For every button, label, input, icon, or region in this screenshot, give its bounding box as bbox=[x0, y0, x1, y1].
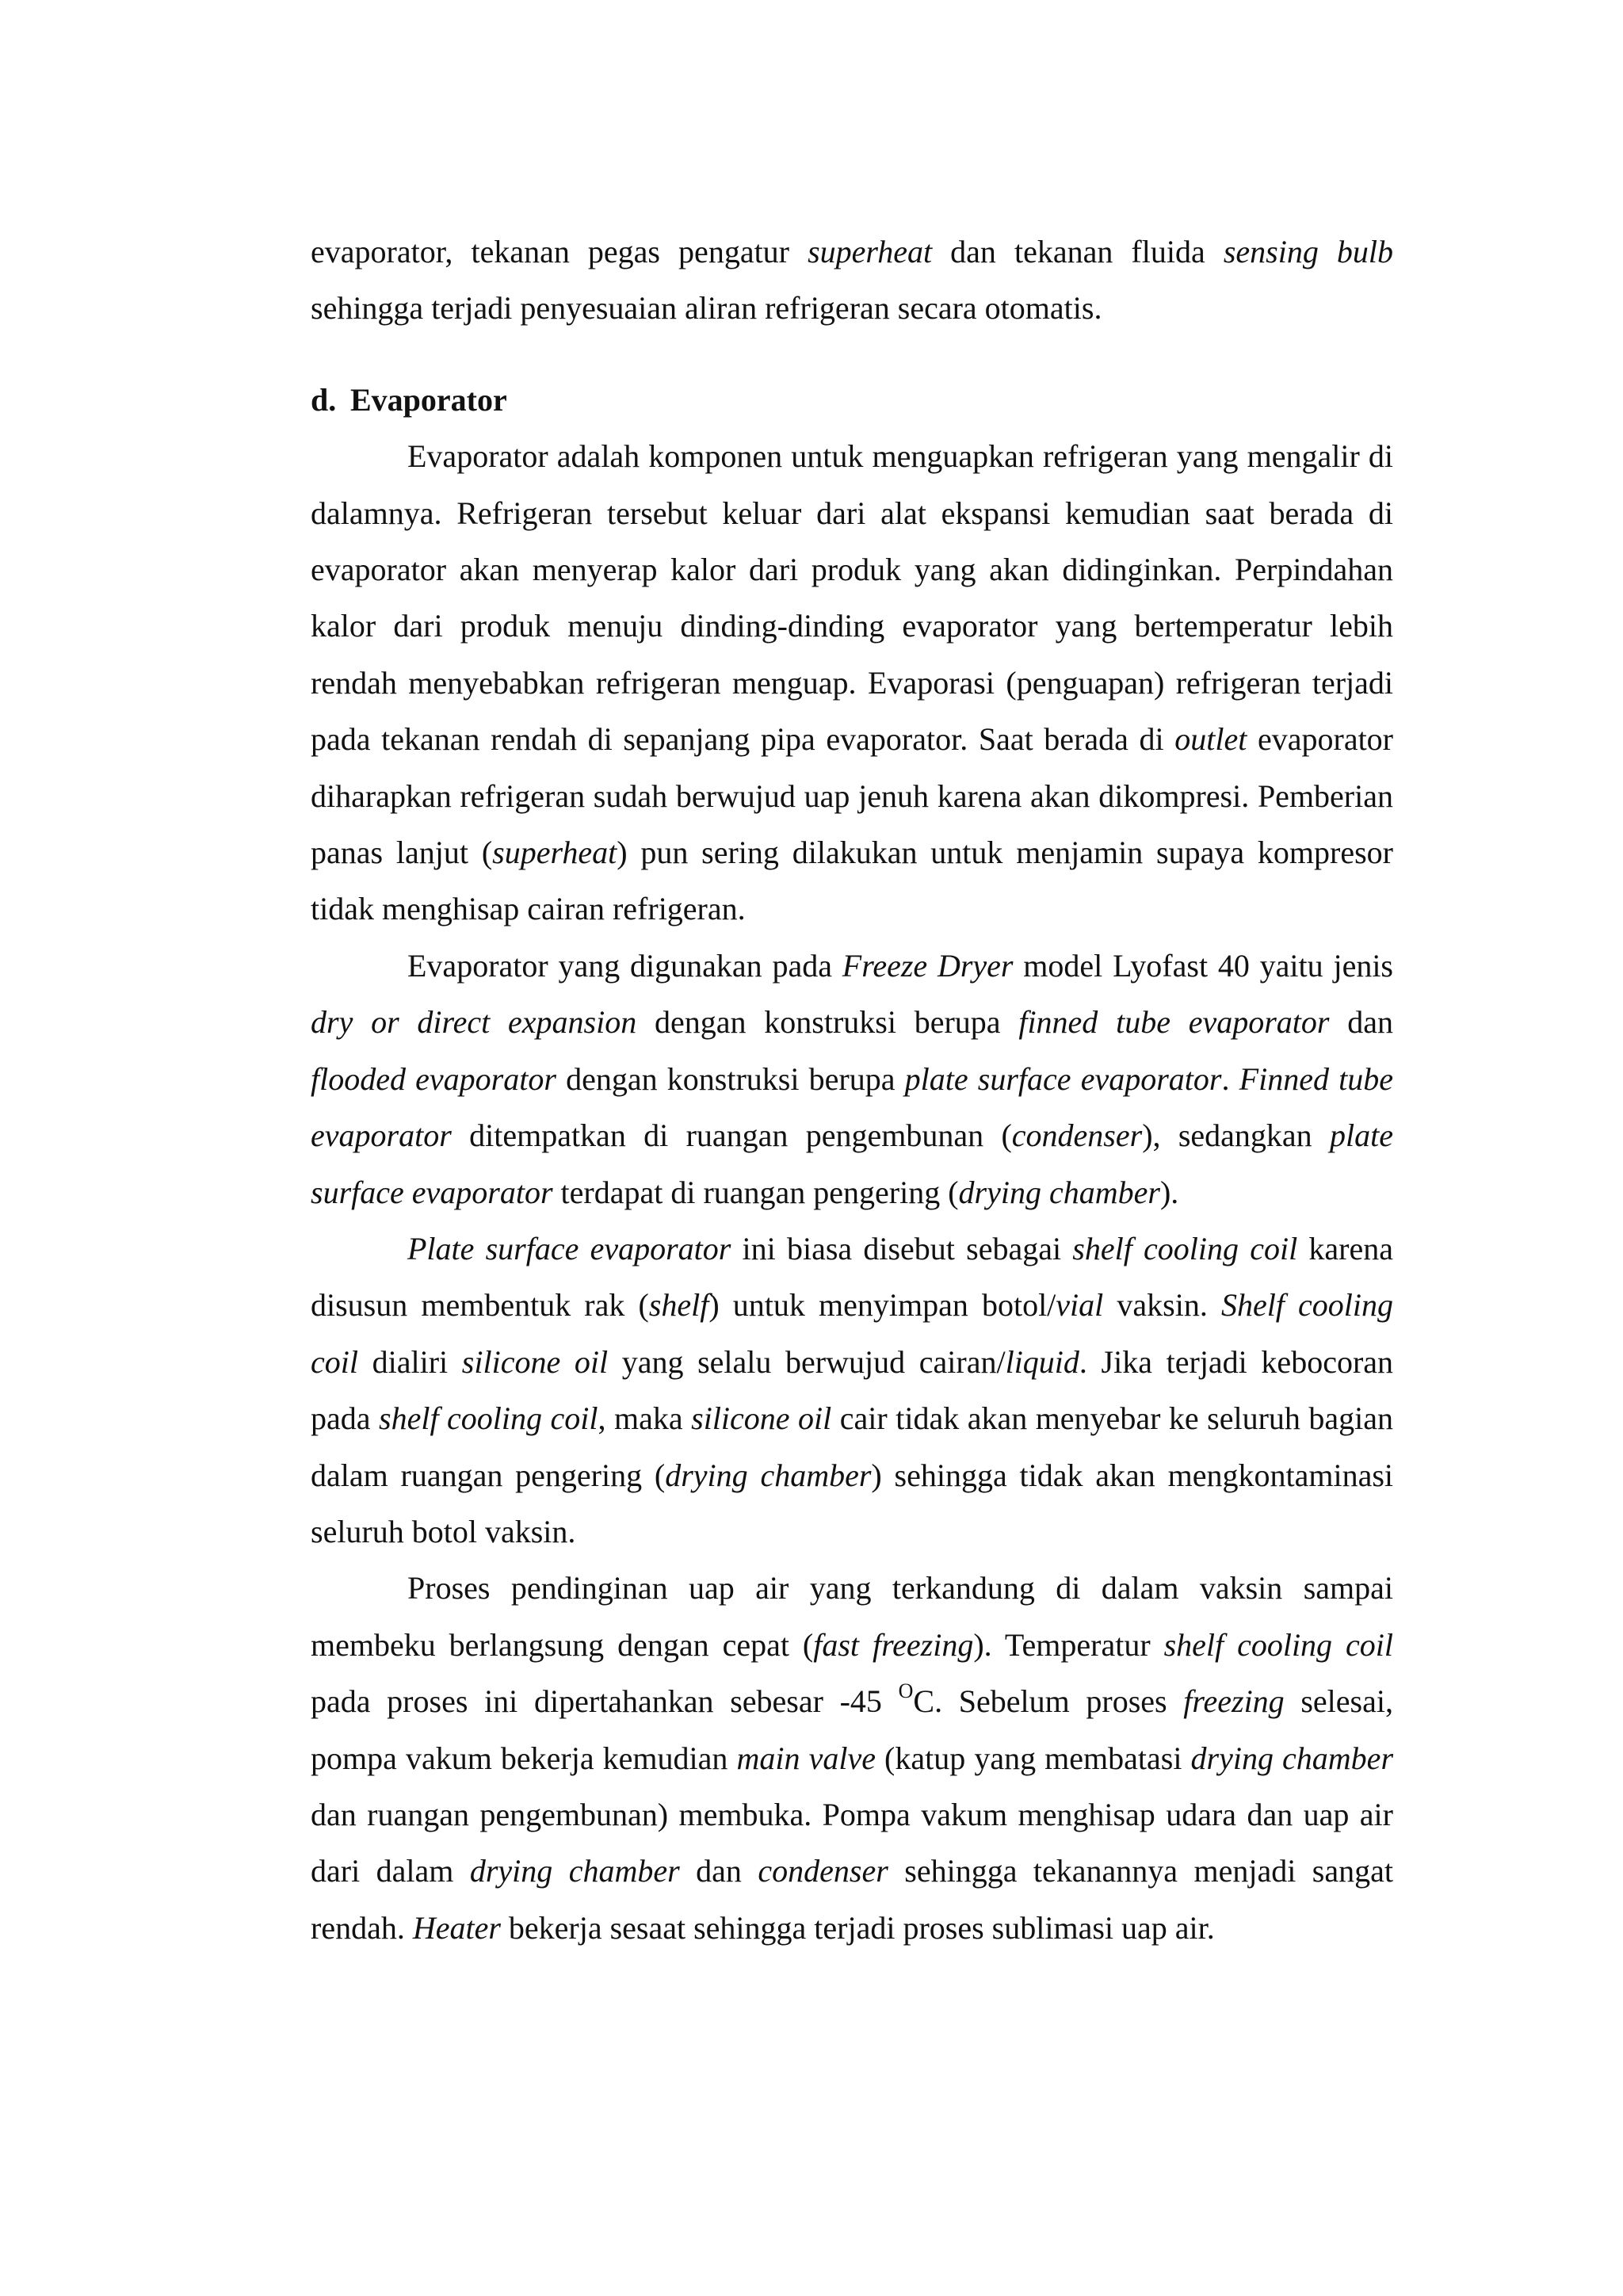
italic-term: sensing bulb bbox=[1223, 234, 1393, 269]
text-run: dan tekanan fluida bbox=[932, 234, 1224, 269]
text-run: , maka bbox=[598, 1400, 692, 1437]
italic-term: shelf cooling coil bbox=[1072, 1230, 1298, 1266]
text-run: bekerja sesaat sehingga terjadi proses sublimasi uap air. bbox=[500, 1909, 1215, 1946]
text-run: dan bbox=[679, 1853, 758, 1889]
italic-term: shelf bbox=[648, 1287, 709, 1324]
italic-term: superheat bbox=[808, 234, 933, 269]
italic-term: silicone oil bbox=[691, 1400, 832, 1437]
italic-term: drying chamber bbox=[665, 1457, 872, 1493]
text-run: ). bbox=[1159, 1174, 1179, 1210]
paragraph-4 bbox=[311, 1560, 1393, 1956]
text-run: ini biasa disebut sebagai bbox=[731, 1230, 1073, 1266]
text-run: ) untuk menyimpan botol/ bbox=[708, 1287, 1056, 1324]
text-run: dan ruangan pengembunan) membuka. Pompa vakum menghisap udara dan uap air dari dalam bbox=[311, 1796, 1393, 1889]
italic-term: Freeze Dryer bbox=[842, 947, 1014, 984]
italic-term: Heater bbox=[412, 1909, 501, 1946]
text-run: sehingga tekanannya menjadi sangat rendah. bbox=[311, 1853, 1393, 1946]
italic-term: outlet bbox=[1174, 721, 1247, 758]
paragraph-2 bbox=[311, 938, 1393, 1221]
paragraph-1 bbox=[311, 428, 1393, 938]
italic-term: fast freezing bbox=[813, 1626, 974, 1663]
text-run: karena disusun membentuk rak ( bbox=[311, 1230, 1393, 1324]
italic-term: main valve bbox=[736, 1740, 876, 1776]
text-run: selesai, pompa vakum bekerja kemudian bbox=[311, 1683, 1393, 1776]
italic-term: condenser bbox=[1011, 1117, 1143, 1154]
text-run: vaksin. bbox=[1103, 1287, 1221, 1324]
document-page bbox=[311, 223, 1393, 1956]
text-run: . Jika terjadi kebocoran pada bbox=[311, 1343, 1394, 1437]
text-run: terdapat di ruangan pengering ( bbox=[552, 1174, 959, 1210]
text-run: yang selalu berwujud cairan/ bbox=[608, 1343, 1006, 1380]
section-number: d. bbox=[311, 381, 337, 418]
italic-term: Shelf cooling coil bbox=[311, 1287, 1394, 1380]
text-run: dengan konstruksi berupa bbox=[636, 1004, 1019, 1041]
degree-superscript: O bbox=[898, 1679, 914, 1702]
section-heading bbox=[311, 372, 1393, 428]
section-title: Evaporator bbox=[350, 381, 507, 418]
italic-term: shelf cooling coil bbox=[379, 1400, 598, 1437]
italic-term: drying chamber bbox=[469, 1853, 680, 1889]
text-run: Proses pendinginan uap air yang terkandung di dalam vaksin sampai membeku berlangsung dengan cepat ( bbox=[311, 1570, 1393, 1663]
text-run: Evaporator yang digunakan pada bbox=[407, 947, 842, 984]
text-run: ) sehingga tidak akan mengkontaminasi seluruh botol vaksin. bbox=[311, 1457, 1393, 1549]
italic-term: silicone oil bbox=[461, 1343, 609, 1380]
italic-term: condenser bbox=[758, 1853, 888, 1889]
text-run: model Lyofast 40 yaitu jenis bbox=[1013, 947, 1393, 984]
text-run: sehingga terjadi penyesuaian aliran refrigeran secara otomatis. bbox=[311, 290, 1102, 327]
italic-term: drying chamber bbox=[958, 1174, 1160, 1210]
text-run: dialiri bbox=[357, 1343, 462, 1380]
italic-term: Plate surface evaporator bbox=[407, 1230, 731, 1266]
italic-term: shelf cooling coil bbox=[1163, 1626, 1393, 1663]
text-run: (katup yang membatasi bbox=[875, 1740, 1191, 1776]
text-run: ) pun sering dilakukan untuk menjamin supaya kompresor tidak menghisap cairan refrigeran. bbox=[311, 835, 1394, 927]
text-run: ). Temperatur bbox=[973, 1626, 1164, 1663]
italic-term: vial bbox=[1056, 1287, 1104, 1324]
text-run: dan bbox=[1329, 1004, 1394, 1041]
italic-term: Finned tube evaporator bbox=[311, 1060, 1394, 1154]
italic-term: drying chamber bbox=[1190, 1740, 1394, 1776]
text-run: C. Sebelum proses bbox=[913, 1683, 1184, 1720]
italic-term: plate surface evaporator bbox=[904, 1060, 1222, 1097]
italic-term: flooded evaporator bbox=[311, 1060, 556, 1097]
paragraph-3 bbox=[311, 1221, 1393, 1560]
text-run: evaporator, tekanan pegas pengatur bbox=[311, 234, 808, 269]
italic-term: freezing bbox=[1183, 1683, 1285, 1720]
text-run: . bbox=[1221, 1060, 1239, 1097]
italic-term: superheat bbox=[492, 835, 617, 871]
italic-term: dry or direct expansion bbox=[311, 1004, 637, 1041]
text-run: ditempatkan di ruangan pengembunan ( bbox=[451, 1117, 1012, 1154]
text-run: pada proses ini dipertahankan sebesar -45 bbox=[311, 1683, 899, 1720]
text-run: ), sedangkan bbox=[1142, 1117, 1331, 1154]
italic-term: finned tube evaporator bbox=[1018, 1004, 1330, 1041]
intro-paragraph bbox=[311, 223, 1393, 337]
text-run: Evaporator adalah komponen untuk menguapkan refrigeran yang mengalir di dalamnya. Refrigeran tersebut keluar dari alat ekspansi kemudian saat berada di evaporator akan menyerap kalor dari produk yang akan didinginkan. Perpindahan kalor dari produk menuju dinding-dinding evaporator yang bertemperatur lebih rendah menyebabkan refrigeran menguap. Evaporasi (penguapan) refrigeran terjadi pada tekanan rendah di sepanjang pipa evaporator. Saat berada di bbox=[311, 438, 1393, 758]
text-run: dengan konstruksi berupa bbox=[556, 1060, 905, 1097]
italic-term: liquid bbox=[1005, 1343, 1079, 1380]
text-run: evaporator diharapkan refrigeran sudah berwujud uap jenuh karena akan dikompresi. Pemberian panas lanjut ( bbox=[311, 721, 1393, 871]
text-run: cair tidak akan menyebar ke seluruh bagian dalam ruangan pengering ( bbox=[311, 1400, 1394, 1493]
italic-term: plate surface evaporator bbox=[311, 1117, 1393, 1210]
